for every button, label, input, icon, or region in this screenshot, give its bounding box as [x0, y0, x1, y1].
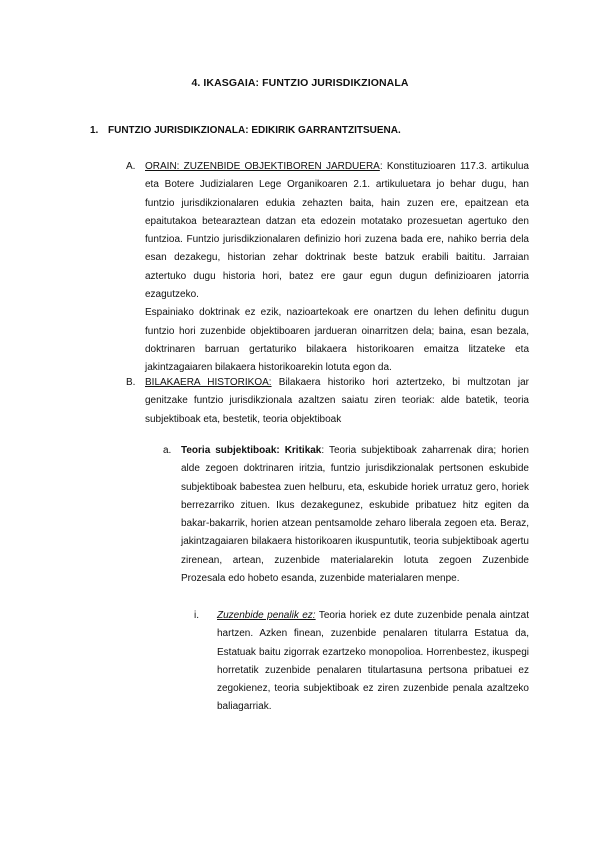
section-heading [90, 125, 401, 136]
item-ba-paragraph [181, 442, 529, 588]
item-a-marker: A. [126, 161, 136, 172]
item-a-text-2: Espainiako doktrinak ez ezik, nazioartekoak ere onartzen du lehen definitu dugun funtzio hori zuzenbide objektiboaren jardueran oinarritzen dela; baina, esan bezala, doktrinaren barruan gertaturiko bilakaera historikoaren emaitza litzateke eta jakintzagaiaren bilakaera historikoarekin lotuta egon da. [145, 307, 529, 374]
item-bai-heading: Zuzenbide penalik ez: [217, 610, 316, 621]
item-a-body [145, 158, 529, 378]
item-b-paragraph [145, 374, 529, 429]
item-bai-paragraph [217, 607, 529, 717]
item-a-paragraph-1 [145, 158, 529, 304]
item-b-heading: BILAKAERA HISTORIKOA: [145, 377, 272, 388]
item-bai-body [217, 607, 529, 717]
item-b-body [145, 374, 529, 429]
item-bai-text: Teoria horiek ez dute zuzenbide penala aintzat hartzen. Azken finean, zuzenbide penalaren titularra Estatua da, Estatuak baitu zigorrak ezartzeko monopolioa. Horrenbestez, ikuspegi horretatik zuzenbide penalaren titulartasuna pertsona pribatuei ez zegokienez, teoria subjektiboak ez ziren zuzenbide penala azaltzeko baliagarriak. [217, 610, 529, 713]
item-a-heading: ORAIN: ZUZENBIDE OBJEKTIBOREN JARDUERA [145, 161, 380, 172]
item-a-paragraph-2 [145, 304, 529, 377]
item-ba-heading: Teoria subjektiboak: Kritikak [181, 445, 322, 456]
item-ba-marker: a. [163, 445, 172, 456]
item-ba-text: : Teoria subjektiboak zaharrenak dira; horien alde zegoen doktrinaren iritzia, funtzio jurisdikzionalak pertsonen eskubide subjektiboak babestea zuen helburu, eta, eskubide horiek urratuz gero, horiek berrezarriko zituen. Ikus dezakegunez, eskubide pribatuez hitz egiten da bakar-bakarrik, horien atzean pentsamolde zeharo liberala zegoen eta. Beraz, jakintzagaiaren bilakaera historikoaren ikuspuntutik, teoria subjektiboak agertu zirenean, artean, zuzenbide materialarekin lotuta zegoen Zuzenbide Prozesala edo hobeto esanda, zuzenbide materialaren menpe. [181, 445, 529, 585]
item-a-text-1: : Konstituzioaren 117.3. artikulua eta Botere Judizialaren Lege Organikoaren 2.1. artikuluetara jo behar dugu, han funtzio jurisdikzionalaren edukia zehazten baita, hain zuzen ere, epaitzean eta epaitutakoa betearaztean datzan eta edozein motatako prozesuetan agertuko den funtzioa. Funtzio jurisdikzionalaren definizio hori zuzena bada ere, nahiko berria dela esan dezakegu, historian zehar doktrinak beste batzuk erabili baititu. Jarraian aztertuko dugu historia hori, batez ere gaur egun dugun definizioaren jatorria ezagutzeko. [145, 161, 529, 301]
item-ba-body [181, 442, 529, 588]
section-heading-text: FUNTZIO JURISDIKZIONALA: EDIKIRIK GARRANTZITSUENA. [108, 125, 401, 136]
page-title: 4. IKASGAIA: FUNTZIO JURISDIKZIONALA [191, 77, 409, 89]
item-bai-marker: i. [194, 610, 199, 621]
item-b-marker: B. [126, 377, 136, 388]
section-number: 1. [90, 125, 99, 136]
item-b-text: Bilakaera historiko hori aztertzeko, bi multzotan jar genitzake funtzio jurisdikzionala azaltzen saiatu ziren teoriak: alde batetik, teoria subjektiboak eta, bestetik, teoria objektiboak [145, 377, 529, 425]
